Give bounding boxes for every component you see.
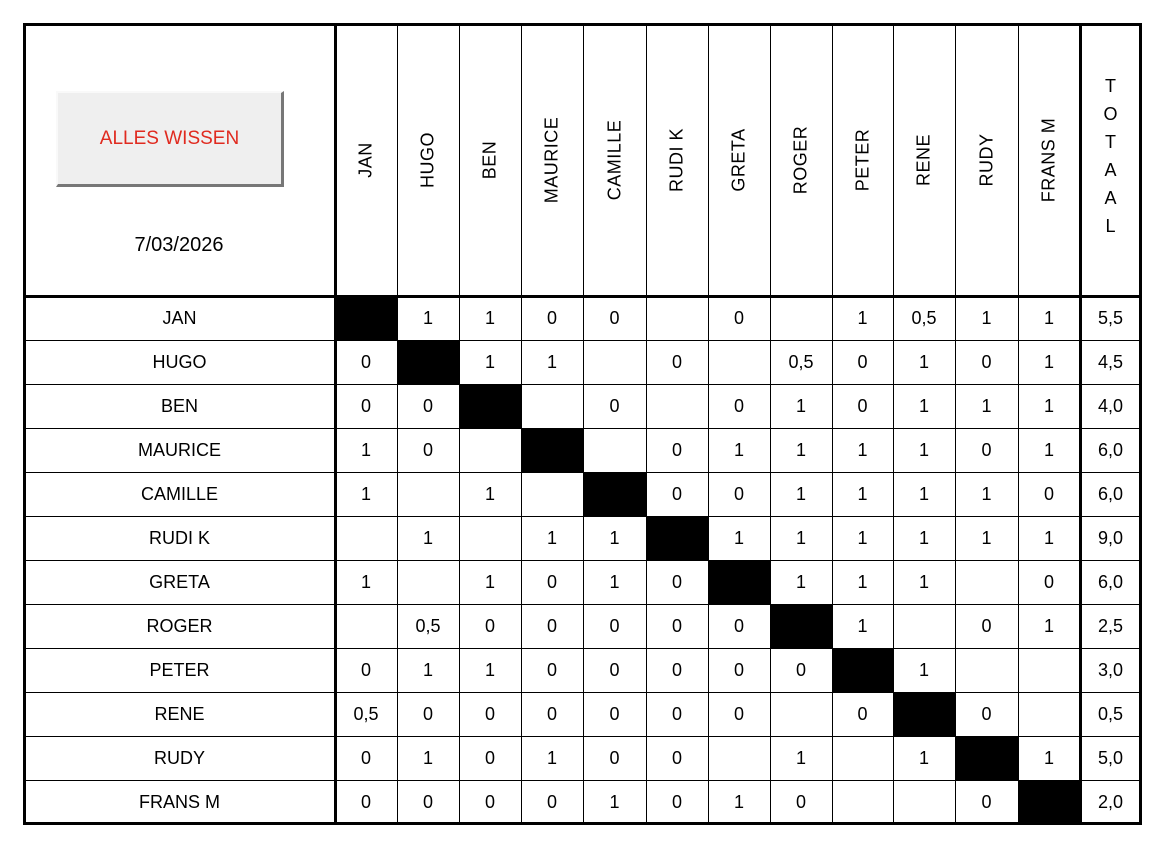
score-cell[interactable] xyxy=(1018,692,1080,736)
score-cell[interactable] xyxy=(335,604,397,648)
column-header-label: ROGER xyxy=(790,125,811,195)
score-cell[interactable]: 0 xyxy=(422,703,433,724)
grid-line xyxy=(397,24,398,824)
score-cell[interactable]: 0 xyxy=(609,659,620,680)
column-header xyxy=(521,24,583,296)
score-cell[interactable]: 1 xyxy=(733,527,744,548)
score-cell[interactable]: 1 xyxy=(918,659,929,680)
score-cell[interactable]: 0 xyxy=(360,659,371,680)
score-cell[interactable] xyxy=(832,780,893,824)
row-name: HUGO xyxy=(152,351,207,372)
grid-line xyxy=(832,24,833,824)
diagonal-block xyxy=(708,560,770,604)
column-header-label: RUDI K xyxy=(666,127,687,193)
grid-line xyxy=(24,648,1141,649)
score-cell[interactable]: 1 xyxy=(795,527,806,548)
score-cell[interactable]: 0 xyxy=(671,659,682,680)
score-cell[interactable]: 0 xyxy=(1043,571,1054,592)
score-cell[interactable]: 1 xyxy=(360,483,371,504)
score-cell[interactable]: 1 xyxy=(981,483,992,504)
total-header-letter: A xyxy=(1104,188,1117,208)
row-name: ROGER xyxy=(146,615,213,636)
score-cell[interactable]: 1 xyxy=(981,527,992,548)
grid-line xyxy=(24,472,1141,473)
grid-line xyxy=(24,780,1141,781)
score-cell[interactable] xyxy=(955,560,1018,604)
score-cell[interactable] xyxy=(459,428,521,472)
total-header-letter: O xyxy=(1103,104,1118,124)
score-cell[interactable]: 1 xyxy=(546,527,557,548)
grid-line xyxy=(24,736,1141,737)
row-name: PETER xyxy=(149,659,210,680)
score-cell[interactable]: 1 xyxy=(857,615,868,636)
score-cell[interactable]: 0 xyxy=(981,351,992,372)
score-cell[interactable]: 1 xyxy=(795,747,806,768)
score-cell[interactable] xyxy=(1018,648,1080,692)
grid-line xyxy=(24,516,1141,517)
score-cell[interactable]: 0,5 xyxy=(353,703,379,724)
diagonal-block xyxy=(521,428,583,472)
score-cell[interactable] xyxy=(708,340,770,384)
column-header-label: PETER xyxy=(852,128,872,192)
score-cell[interactable]: 1 xyxy=(1043,351,1054,372)
column-header xyxy=(832,24,893,296)
score-cell[interactable]: 1 xyxy=(857,571,868,592)
score-cell[interactable]: 0 xyxy=(733,703,744,724)
score-cell[interactable]: 1 xyxy=(918,483,929,504)
row-name: FRANS M xyxy=(139,791,220,812)
grid-line xyxy=(1018,24,1019,824)
score-cell[interactable]: 0 xyxy=(484,747,495,768)
score-cell[interactable]: 0 xyxy=(671,747,682,768)
grid-line xyxy=(770,24,771,824)
column-header xyxy=(459,24,521,296)
score-cell[interactable] xyxy=(521,472,583,516)
column-header-label: JAN xyxy=(355,142,376,178)
diagonal-block xyxy=(770,604,832,648)
diagonal-block xyxy=(893,692,955,736)
grid-line xyxy=(24,428,1141,429)
score-cell[interactable]: 1 xyxy=(918,439,929,460)
column-header-label: MAURICE xyxy=(541,116,562,204)
score-cell[interactable]: 1 xyxy=(1043,615,1054,636)
score-cell[interactable]: 1 xyxy=(795,571,806,592)
column-header xyxy=(1018,24,1080,296)
score-cell[interactable] xyxy=(583,340,646,384)
row-name: CAMILLE xyxy=(140,483,219,504)
column-header-label: HUGO xyxy=(417,132,438,188)
score-cell[interactable]: 0 xyxy=(360,791,371,812)
score-cell[interactable] xyxy=(770,296,832,340)
date-label: 7/03/2026 xyxy=(134,233,224,256)
score-cell[interactable]: 0 xyxy=(422,439,433,460)
row-total: 4,0 xyxy=(1097,395,1124,416)
score-cell[interactable]: 1 xyxy=(422,659,433,680)
score-cell[interactable]: 0 xyxy=(484,615,495,636)
score-cell[interactable]: 1 xyxy=(484,659,495,680)
score-cell[interactable]: 1 xyxy=(795,395,806,416)
row-total: 5,5 xyxy=(1097,307,1124,328)
score-cell[interactable]: 0 xyxy=(733,307,744,328)
column-header xyxy=(770,24,832,296)
score-cell[interactable]: 0 xyxy=(671,439,682,460)
score-cell[interactable]: 0 xyxy=(795,659,806,680)
score-cell[interactable]: 0 xyxy=(422,395,433,416)
grid-line xyxy=(521,24,522,824)
total-header xyxy=(1080,24,1141,296)
diagonal-block xyxy=(1018,780,1080,824)
diagonal-block xyxy=(955,736,1018,780)
score-cell[interactable]: 0 xyxy=(360,351,371,372)
clear-all-button[interactable]: ALLES WISSEN xyxy=(56,91,284,187)
row-name: JAN xyxy=(162,307,197,328)
score-cell[interactable]: 1 xyxy=(918,351,929,372)
score-cell[interactable]: 1 xyxy=(484,571,495,592)
score-cell[interactable]: 0 xyxy=(981,439,992,460)
score-cell[interactable]: 1 xyxy=(1043,527,1054,548)
score-cell[interactable]: 1 xyxy=(981,395,992,416)
outer-border xyxy=(1139,23,1142,825)
total-header-letter: T xyxy=(1105,132,1116,152)
score-cell[interactable]: 0 xyxy=(546,703,557,724)
row-name: MAURICE xyxy=(137,439,221,460)
score-cell[interactable]: 1 xyxy=(857,483,868,504)
grid-line xyxy=(893,24,894,824)
total-column-divider xyxy=(1079,24,1082,824)
score-cell[interactable]: 1 xyxy=(609,791,620,812)
score-cell[interactable]: 0 xyxy=(795,791,806,812)
row-total: 4,5 xyxy=(1097,351,1124,372)
diagonal-block xyxy=(583,472,646,516)
score-cell[interactable]: 1 xyxy=(733,439,744,460)
column-header xyxy=(955,24,1018,296)
score-cell[interactable]: 1 xyxy=(484,351,495,372)
diagonal-block xyxy=(397,340,459,384)
score-cell[interactable]: 1 xyxy=(422,527,433,548)
score-cell[interactable]: 0 xyxy=(671,571,682,592)
score-cell[interactable]: 1 xyxy=(422,307,433,328)
score-cell[interactable]: 0 xyxy=(546,571,557,592)
column-header xyxy=(335,24,397,296)
grid-line xyxy=(24,340,1141,341)
column-header-label: RUDY xyxy=(976,133,996,187)
total-header-letter: T xyxy=(1105,76,1116,96)
total-header-letter: L xyxy=(1105,216,1116,236)
column-header xyxy=(708,24,770,296)
grid-line xyxy=(24,384,1141,385)
score-cell[interactable]: 1 xyxy=(546,351,557,372)
score-cell[interactable] xyxy=(646,296,708,340)
score-cell[interactable]: 1 xyxy=(484,483,495,504)
score-cell[interactable]: 0 xyxy=(671,703,682,724)
score-cell[interactable]: 0 xyxy=(484,703,495,724)
score-cell[interactable] xyxy=(832,736,893,780)
row-name: RENE xyxy=(154,703,205,724)
row-total: 9,0 xyxy=(1097,527,1124,548)
score-cell[interactable] xyxy=(955,648,1018,692)
grid-line xyxy=(24,604,1141,605)
column-header xyxy=(893,24,955,296)
row-total: 3,0 xyxy=(1097,659,1124,680)
grid-line xyxy=(646,24,647,824)
score-cell[interactable]: 0 xyxy=(981,703,992,724)
row-total: 6,0 xyxy=(1097,571,1124,592)
score-cell[interactable]: 0 xyxy=(546,791,557,812)
score-cell[interactable]: 0 xyxy=(360,747,371,768)
grid-line xyxy=(955,24,956,824)
diagonal-block xyxy=(646,516,708,560)
score-cell[interactable]: 0 xyxy=(671,351,682,372)
score-cell[interactable]: 1 xyxy=(1043,395,1054,416)
score-cell[interactable]: 0 xyxy=(360,395,371,416)
score-cell[interactable] xyxy=(770,692,832,736)
grid-line xyxy=(459,24,460,824)
row-total: 0,5 xyxy=(1097,703,1124,724)
score-cell[interactable]: 0 xyxy=(546,615,557,636)
score-cell[interactable] xyxy=(708,736,770,780)
score-cell[interactable]: 0 xyxy=(671,483,682,504)
score-cell[interactable] xyxy=(646,384,708,428)
score-cell[interactable]: 0 xyxy=(857,351,868,372)
score-cell[interactable]: 1 xyxy=(360,571,371,592)
grid-line xyxy=(583,24,584,824)
row-total: 2,5 xyxy=(1097,615,1124,636)
score-cell[interactable]: 1 xyxy=(609,571,620,592)
column-header-label: GRETA xyxy=(728,128,749,192)
score-cell[interactable]: 0 xyxy=(733,659,744,680)
score-cell[interactable]: 1 xyxy=(857,439,868,460)
score-cell[interactable] xyxy=(583,428,646,472)
score-cell[interactable]: 1 xyxy=(484,307,495,328)
diagonal-block xyxy=(335,296,397,340)
score-cell[interactable]: 0 xyxy=(609,703,620,724)
row-name: RUDI K xyxy=(148,527,210,548)
grid-line xyxy=(24,692,1141,693)
score-cell[interactable]: 0 xyxy=(981,615,992,636)
score-cell[interactable]: 0 xyxy=(733,395,744,416)
outer-border xyxy=(23,23,26,825)
diagonal-block xyxy=(459,384,521,428)
score-cell[interactable]: 1 xyxy=(857,307,868,328)
score-cell[interactable]: 0 xyxy=(609,395,620,416)
score-cell[interactable]: 1 xyxy=(795,483,806,504)
row-name: GRETA xyxy=(149,571,210,592)
row-total: 6,0 xyxy=(1097,439,1124,460)
score-cell[interactable]: 1 xyxy=(609,527,620,548)
score-cell[interactable]: 0 xyxy=(671,791,682,812)
score-cell[interactable]: 0 xyxy=(1043,483,1054,504)
score-cell[interactable]: 0,5 xyxy=(415,615,441,636)
score-cell[interactable]: 0 xyxy=(733,483,744,504)
score-cell[interactable]: 0,5 xyxy=(911,307,937,328)
score-cell[interactable] xyxy=(397,472,459,516)
score-cell[interactable]: 0 xyxy=(609,307,620,328)
score-cell[interactable]: 0 xyxy=(857,395,868,416)
name-column-divider xyxy=(334,24,337,824)
score-cell[interactable] xyxy=(335,516,397,560)
score-cell[interactable] xyxy=(397,560,459,604)
score-cell[interactable] xyxy=(521,384,583,428)
row-name: BEN xyxy=(160,395,198,416)
diagonal-block xyxy=(832,648,893,692)
score-cell[interactable]: 0 xyxy=(981,791,992,812)
score-cell[interactable]: 1 xyxy=(1043,307,1054,328)
column-header-label: FRANS M xyxy=(1038,117,1059,203)
score-cell[interactable] xyxy=(893,604,955,648)
column-header-label: BEN xyxy=(479,140,500,180)
score-cell[interactable]: 0 xyxy=(671,615,682,636)
score-cell[interactable]: 1 xyxy=(918,747,929,768)
column-header-label: RENE xyxy=(913,133,934,187)
score-cell[interactable]: 1 xyxy=(733,791,744,812)
row-total: 2,0 xyxy=(1097,791,1124,812)
score-cell[interactable]: 0 xyxy=(546,659,557,680)
column-header xyxy=(646,24,708,296)
column-header xyxy=(583,24,646,296)
score-cell[interactable]: 1 xyxy=(981,307,992,328)
row-total: 5,0 xyxy=(1097,747,1124,768)
score-cell[interactable]: 0 xyxy=(609,615,620,636)
score-cell[interactable]: 1 xyxy=(1043,439,1054,460)
score-cell[interactable]: 0 xyxy=(546,307,557,328)
score-cell[interactable]: 1 xyxy=(422,747,433,768)
score-cell[interactable]: 0 xyxy=(857,703,868,724)
column-header-label: CAMILLE xyxy=(604,119,624,201)
score-cell[interactable] xyxy=(893,780,955,824)
score-cell[interactable]: 1 xyxy=(918,571,929,592)
score-cell[interactable]: 0 xyxy=(484,791,495,812)
score-cell[interactable]: 1 xyxy=(918,527,929,548)
grid-line xyxy=(24,560,1141,561)
score-cell[interactable]: 1 xyxy=(1043,747,1054,768)
score-cell[interactable]: 0 xyxy=(609,747,620,768)
grid-line xyxy=(708,24,709,824)
column-header xyxy=(397,24,459,296)
row-name: RUDY xyxy=(153,747,205,768)
score-cell[interactable]: 1 xyxy=(857,527,868,548)
total-header-letter: A xyxy=(1104,160,1117,180)
score-cell[interactable]: 1 xyxy=(795,439,806,460)
score-cell[interactable]: 1 xyxy=(546,747,557,768)
score-cell[interactable] xyxy=(459,516,521,560)
score-cell[interactable]: 0 xyxy=(422,791,433,812)
score-cell[interactable]: 1 xyxy=(918,395,929,416)
score-cell[interactable]: 0 xyxy=(733,615,744,636)
score-cell[interactable]: 1 xyxy=(360,439,371,460)
row-total: 6,0 xyxy=(1097,483,1124,504)
score-cell[interactable]: 0,5 xyxy=(788,351,814,372)
